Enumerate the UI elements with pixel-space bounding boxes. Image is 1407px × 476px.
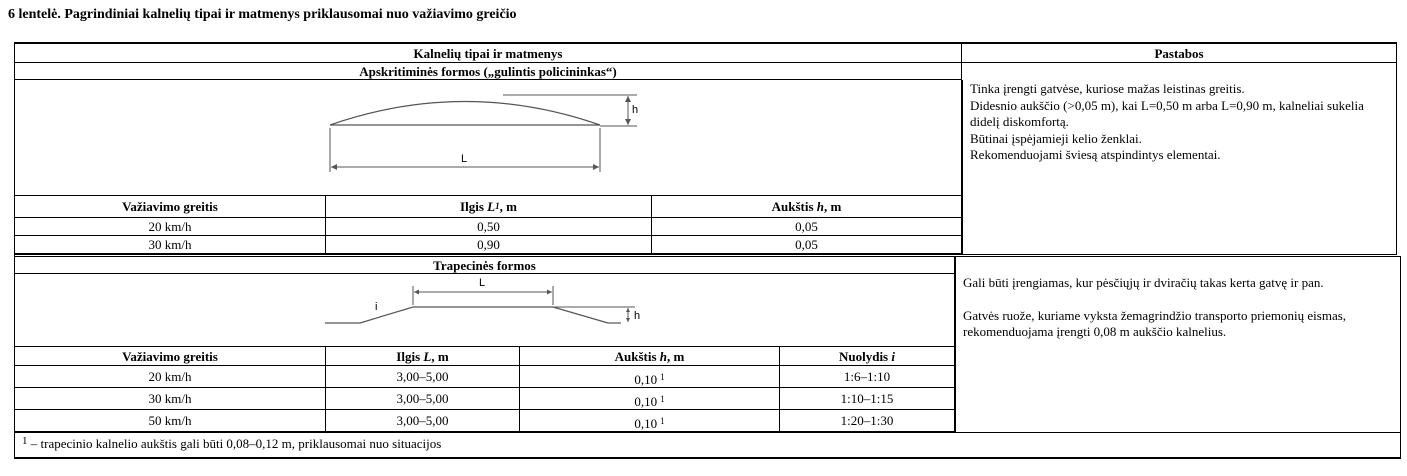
table-right-border-bottom	[1400, 256, 1401, 458]
length-arrow-left	[331, 164, 337, 170]
s2-row3-height: 0,10 1	[520, 410, 780, 432]
footnote	[22, 436, 441, 452]
header-notes: Pastabos	[962, 44, 1396, 63]
section2-bottom-border	[14, 432, 1401, 433]
s2-row1-height: 0,10 1	[520, 366, 780, 388]
length-label: L	[461, 153, 468, 165]
table-bottom-border	[14, 457, 1401, 459]
s1-col-height-pre: Aukštis	[771, 199, 817, 214]
s2-row1-height-value: 0,10	[634, 372, 658, 387]
s2-col-slope	[780, 347, 955, 366]
header-types: Kalnelių tipai ir matmenys	[15, 44, 962, 63]
s2-col-length	[326, 347, 520, 366]
s1-col-length	[326, 196, 652, 218]
section1-notes	[970, 81, 1390, 164]
s1-row1-length: 0,50	[326, 218, 652, 236]
length-arrow-right	[593, 164, 599, 170]
s2-row3-length: 3,00–5,00	[326, 410, 520, 432]
trapezoid-shape	[360, 307, 608, 323]
note-line: Rekomenduojami šviesą atspindintys elementai.	[970, 147, 1221, 162]
s2-row2-speed: 30 km/h	[15, 388, 326, 410]
s1-col-height-var: h	[816, 199, 825, 214]
slope-label: i	[375, 301, 378, 313]
bump-arc	[330, 102, 600, 126]
section1-notes-divider	[962, 80, 963, 254]
round-bump-diagram	[15, 80, 962, 196]
table-caption: 6 lentelė. Pagrindiniai kalnelių tipai ir matmenys priklausomai nuo važiavimo greičio	[8, 7, 517, 22]
s1-row1-speed: 20 km/h	[15, 218, 326, 236]
s1-col-speed: Važiavimo greitis	[15, 196, 326, 218]
s2-col-height-var: h	[659, 348, 668, 364]
height-label: h	[634, 310, 641, 322]
height-label: h	[632, 104, 639, 116]
s2-row1-slope: 1:6–1:10	[780, 366, 955, 388]
s2-col-length-pre: Ilgis	[396, 348, 424, 364]
s1-col-length-post: , m	[499, 199, 517, 214]
s2-col-length-post: , m	[431, 348, 449, 364]
s1-col-height	[652, 196, 962, 218]
s2-col-slope-var: i	[891, 348, 895, 364]
note-line: Gali būti įrengiamas, kur pėsčiųjų ir dviračių takas kerta gatvę ir pan.	[963, 275, 1324, 290]
s2-col-height-post: , m	[667, 348, 685, 364]
footnote-text: – trapecinio kalnelio aukštis gali būti 0,08–0,12 m, priklausomai nuo situacijos	[27, 436, 442, 451]
s2-col-speed: Važiavimo greitis	[15, 347, 326, 366]
s1-row2-speed: 30 km/h	[15, 236, 326, 254]
section2-notes	[963, 275, 1393, 341]
length-arrow-left	[414, 290, 419, 295]
s1-row2-height: 0,05	[652, 236, 962, 254]
section2-diagram-cell	[15, 274, 955, 347]
s2-row3-speed: 50 km/h	[15, 410, 326, 432]
length-label: L	[479, 277, 486, 289]
height-arrow-down	[626, 318, 630, 322]
s2-col-slope-pre: Nuolydis	[838, 348, 892, 364]
s1-col-height-post: , m	[824, 199, 842, 214]
note-line: Būtinai įspėjamieji kelio ženklai.	[970, 130, 1142, 146]
s1-col-length-sub: 1	[495, 201, 500, 211]
s1-col-length-var: L	[487, 199, 496, 214]
s2-row2-length: 3,00–5,00	[326, 388, 520, 410]
s2-row2-height-value: 0,10	[634, 394, 658, 409]
s2-col-height-pre: Aukštis	[614, 348, 660, 364]
s2-row1-speed: 20 km/h	[15, 366, 326, 388]
section1-title: Apskritiminės formos („gulintis policininkas“)	[15, 63, 962, 80]
footnote-mark: 1	[22, 435, 28, 447]
note-line: Didesnio aukščio (>0,05 m), kai L=0,50 m arba L=0,90 m, kalneliai sukelia didelį diskomfortą.	[970, 97, 1364, 129]
s1-row1-height: 0,05	[652, 218, 962, 236]
height-arrow-up	[626, 308, 630, 312]
s2-row3-height-value: 0,10	[634, 416, 658, 431]
length-arrow-right	[547, 290, 552, 295]
s2-row2-slope: 1:10–1:15	[780, 388, 955, 410]
height-arrow-up	[625, 96, 631, 102]
s1-col-length-pre: Ilgis	[460, 199, 488, 214]
s2-col-height	[520, 347, 780, 366]
height-arrow-down	[625, 119, 631, 125]
section2-title: Trapecinės formos	[15, 257, 955, 274]
s2-row4-slope: 1:20–1:30	[780, 410, 955, 432]
note-line: Tinka įrengti gatvėse, kuriose mažas leistinas greitis.	[970, 81, 1245, 96]
note-line: Gatvės ruože, kuriame vyksta žemagrindžio transporto priemonių eismas, rekomenduojama įrengti 0,08 m aukščio kalnelius.	[963, 307, 1347, 339]
s2-row2-height: 0,10 1	[520, 388, 780, 410]
table-right-border-top	[1396, 42, 1397, 254]
s2-col-length-var: L	[423, 348, 432, 364]
trapezoid-bump-diagram	[15, 274, 955, 347]
s2-row1-length: 3,00–5,00	[326, 366, 520, 388]
s1-row2-length: 0,90	[326, 236, 652, 254]
section2-notes-divider	[955, 257, 956, 432]
section1-diagram-cell	[15, 80, 962, 196]
section1-bottom-border	[14, 254, 1397, 255]
